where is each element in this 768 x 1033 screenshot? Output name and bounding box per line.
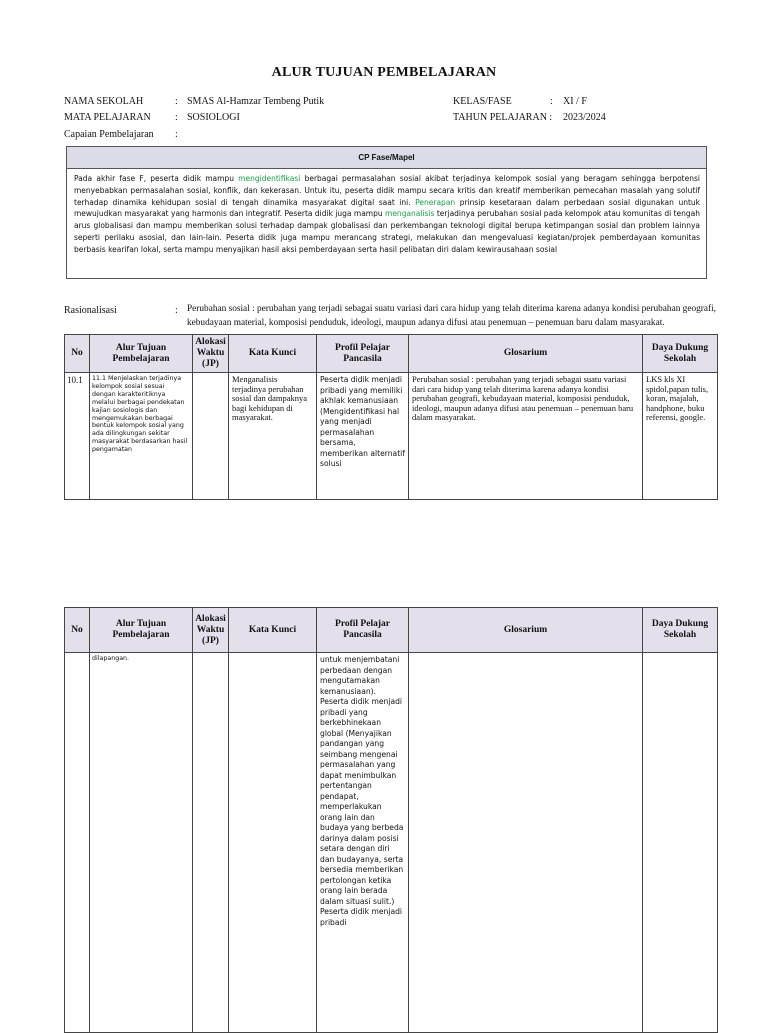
cp-highlight-analyze: menganalisis — [385, 209, 435, 219]
cell-alur: dilapangan. — [90, 653, 193, 1033]
cp-text-2: berbagai permasalahan sosial akibat terjadinya kelompok sosial yang beragam sehingga berpotensi menyebabkan permasalahan sosial, konflik, dan kekerasan. Untuk itu, peserta didik mampu secara kritis dan kreatif memberikan pemecahan masalah yang solutif terhadap dinamika kehidupan sosial di tengah dinamika masyarakat digital saat ini. — [74, 174, 700, 207]
cp-highlight-identify: mengidentifikasi — [238, 174, 301, 183]
subject-value: SOSIOLOGI — [187, 112, 240, 123]
cp-highlight-apply: Penerapan — [415, 197, 456, 207]
table-header-row — [65, 335, 718, 373]
header-kata-kunci: Kata Kunci — [229, 608, 317, 653]
table-row — [65, 653, 718, 1033]
header-kata-kunci: Kata Kunci — [229, 335, 317, 373]
cell-kata-kunci: Menganalisis terjadinya perubahan sosial dan dampaknya bagi kehidupan di masyarakat. — [229, 373, 317, 500]
header-glosarium: Glosarium — [409, 335, 643, 373]
header-alokasi: Alokasi Waktu (JP) — [193, 608, 229, 653]
outcome-label: Capaian Pembelajaran — [64, 129, 154, 140]
header-profil: Profil Pelajar Pancasila — [317, 608, 409, 653]
cp-heading: CP Fase/Mapel — [67, 147, 706, 169]
table-row — [65, 373, 718, 500]
outcome-colon: : — [175, 129, 178, 140]
cp-text-3: prinsip kesetaraan dalam perbedaan sosial digunakan untuk mewujudkan masyarakat yang harmonis dan integratif. Peserta didik juga mampu — [74, 197, 700, 219]
cell-glosarium — [409, 653, 643, 1033]
cell-no: 10.1 — [65, 373, 90, 500]
cell-profil: Peserta didik menjadi pribadi yang memiliki akhlak kemanusiaan (Mengidentifikasi hal yang menjadi permasalahan bersama, memberikan alternatif solusi — [317, 373, 409, 500]
class-colon: : — [550, 96, 553, 107]
school-colon: : — [175, 96, 178, 107]
header-no: No — [65, 608, 90, 653]
cell-alur: 11.1 Menjelaskan terjadinya kelompok sosial sesuai dengan karakteritiknya melalui berbagai pendekatan kajian sosiologis dan mengemukakan berbagai bentuk kelompok sosial yang ada dilingkungan sekitar masyarakat berdasarkan hasil pengamatan — [90, 373, 193, 500]
header-alur: Alur Tujuan Pembelajaran — [90, 608, 193, 653]
year-label: TAHUN PELAJARAN : — [453, 112, 553, 123]
header-alur: Alur Tujuan Pembelajaran — [90, 335, 193, 373]
class-label: KELAS/FASE — [453, 96, 512, 107]
cell-no — [65, 653, 90, 1033]
cp-box — [66, 146, 707, 279]
header-no: No — [65, 335, 90, 373]
header-daya-dukung: Daya Dukung Sekolah — [643, 608, 718, 653]
school-value: SMAS Al-Hamzar Tembeng Putik — [187, 96, 325, 107]
table-header-row — [65, 608, 718, 653]
atp-table-page1 — [64, 334, 718, 500]
cell-profil: untuk menjembatani perbedaan dengan mengutamakan kemanusiaan). Peserta didik menjadi pribadi yang berkebhinekaan global (Menyajikan pandangan yang seimbang mengenai permasalahan yang dapat menimbulkan pertentangan pendapat, memperlakukan orang lain dan budaya yang berbeda darinya dalam posisi setara dengan diri dan budayanya, serta bersedia memberikan pertolongan ketika orang lain berada dalam situasi sulit.) Peserta didik menjadi pribadi — [317, 653, 409, 1033]
class-value: XI / F — [563, 96, 587, 107]
subject-label: MATA PELAJARAN — [64, 112, 151, 123]
rasionalisasi-label: Rasionalisasi — [64, 305, 117, 316]
header-daya-dukung: Daya Dukung Sekolah — [643, 335, 718, 373]
cell-alokasi — [193, 373, 229, 500]
cp-text — [67, 169, 706, 256]
header-glosarium: Glosarium — [409, 608, 643, 653]
rasionalisasi-colon: : — [175, 305, 178, 316]
header-profil: Profil Pelajar Pancasila — [317, 335, 409, 373]
cell-alokasi — [193, 653, 229, 1033]
cp-text-1: Pada akhir fase F, peserta didik mampu — [74, 174, 239, 183]
rasionalisasi-text: Perubahan sosial : perubahan yang terjadi sebagai suatu variasi dari cara hidup yang telah diterima karena adanya kondisi perubahan geografi, kebudayaan material, komposisi penduduk, ideologi, maupun adanya difusi atau penemuan – penemuan baru dalam masyarakat. — [187, 304, 716, 328]
atp-table-page2 — [64, 607, 718, 1033]
cell-kata-kunci — [229, 653, 317, 1033]
cell-daya-dukung — [643, 653, 718, 1033]
cp-text-4: terjadinya perubahan sosial pada kelompok atau komunitas di tengah arus globalisasi dan mampu memberikan solusi terhadap dampak globalisasi dan perkembangan teknologi digital berupa ketimpangan sosial dan problem lainnya seperti perilaku asosial, dan lain-lain. Peserta didik juga mampu merancang strategi, melakukan dan mengevaluasi kegiatan/projek pemberdayaan komunitas berbasis kearifan lokal, serta mampu menyajikan hasil aksi pemberdayaan serta hasil pelibatan diri dalam kewirausahaan sosial — [74, 209, 700, 254]
school-label: NAMA SEKOLAH — [64, 96, 144, 107]
document-title: ALUR TUJUAN PEMBELAJARAN — [271, 65, 497, 80]
year-value: 2023/2024 — [563, 112, 606, 123]
subject-colon: : — [175, 112, 178, 123]
cell-daya-dukung: LKS kls XI spidol,papan tulis, koran, majalah, handphone, buku referensi, google. — [643, 373, 718, 500]
cell-glosarium: Perubahan sosial : perubahan yang terjadi sebagai suatu variasi dari cara hidup yang telah diterima karena adanya kondisi perubahan geografi, kebudayaan material, komposisi penduduk, ideologi, maupun adanya difusi atau penemuan – penemuan baru dalam masyarakat. — [409, 373, 643, 500]
header-alokasi: Alokasi Waktu (JP) — [193, 335, 229, 373]
